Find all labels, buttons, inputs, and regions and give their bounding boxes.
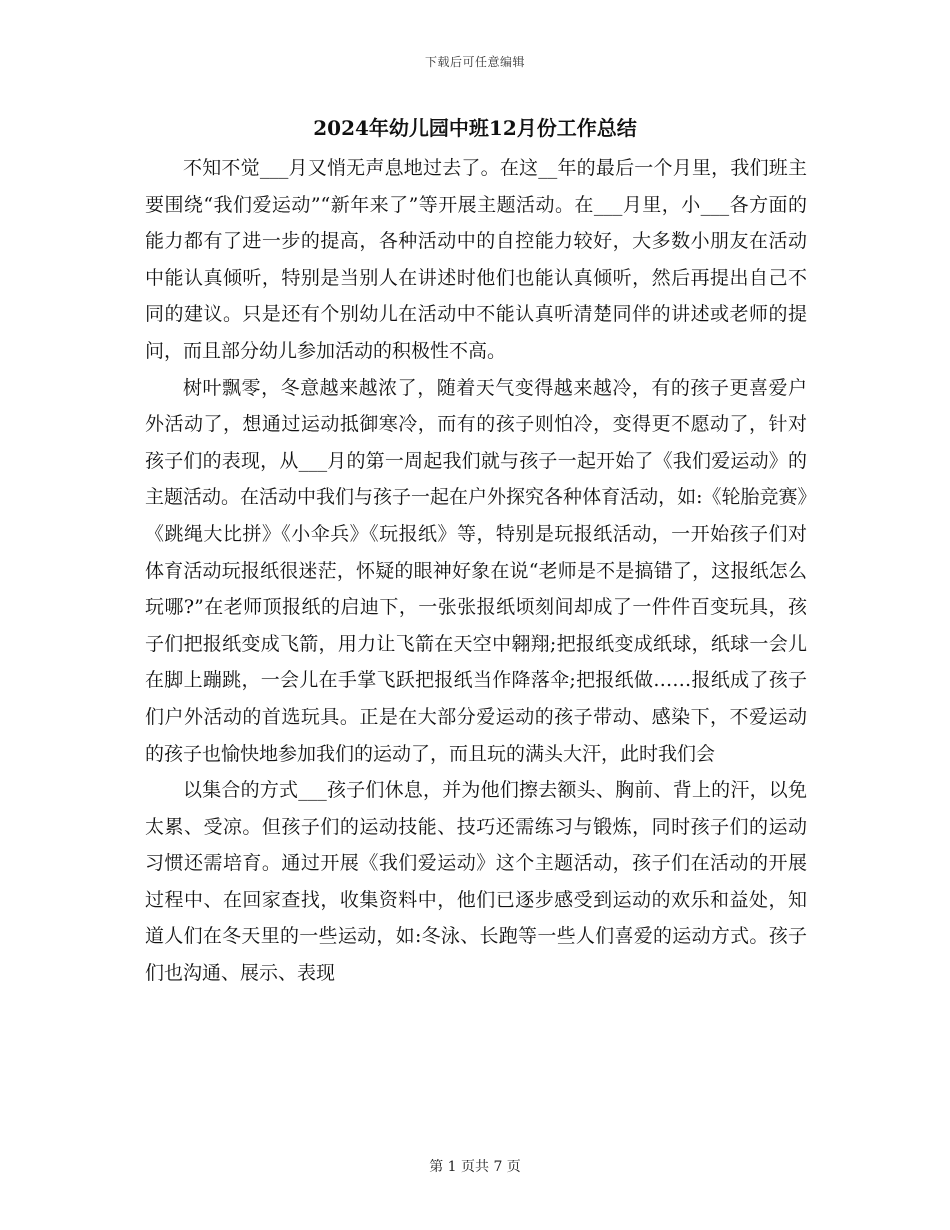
page-number: 第 1 页共 7 页 (429, 1159, 521, 1175)
header-note: 下载后可任意编辑 (424, 55, 525, 69)
document-title: 2024年幼儿园中班12月份工作总结 (313, 116, 637, 140)
paragraph-2: 树叶飘零，冬意越来越浓了，随着天气变得越来越冷，有的孩子更喜爱户外活动了，想通过运动抵御寒冷，而有的孩子则怕冷，变得更不愿动了，针对孩子们的表现，从___月的第一周起我们就与孩子一起开始了《我们爱运动》的主题活动。在活动中我们与孩子一起在户外探究各种体育活动，如:《轮胎竞赛》《跳绳大比拼》《小伞兵》《玩报纸》等，特别是玩报纸活动，一开始孩子们对体育活动玩报纸很迷茫，怀疑的眼神好象在说“老师是不是搞错了，这报纸怎么玩哪?”在老师顶报纸的启迪下，一张张报纸顷刻间却成了一件件百变玩具，孩子们把报纸变成飞箭，用力让飞箭在天空中翱翔;把报纸变成纸球，纸球一会儿在脚上蹦跳，一会儿在手掌飞跃把报纸当作降落伞;把报纸做……报纸成了孩子们户外活动的首选玩具。正是在大部分爱运动的孩子带动、感染下，不爱运动的孩子也愉快地参加我们的运动了，而且玩的满头大汗，此时我们会 (145, 376, 807, 765)
paragraph-3: 以集合的方式___孩子们休息，并为他们擦去额头、胸前、背上的汗，以免太累、受凉。但孩子们的运动技能、技巧还需练习与锻炼，同时孩子们的运动习惯还需培育。通过开展《我们爱运动》这个主题活动，孩子们在活动的开展过程中、在回家查找，收集资料中，他们已逐步感受到运动的欢乐和益处，知道人们在冬天里的一些运动，如:冬泳、长跑等一些人们喜爱的运动方式。孩子们也沟通、展示、表现 (145, 779, 807, 985)
paragraph-1: 不知不觉___月又悄无声息地过去了。在这__年的最后一个月里，我们班主要围绕“我们爱运动”“新年来了”等开展主题活动。在___月里，小___各方面的能力都有了进一步的提高，各种活动中的自控能力较好，大多数小朋友在活动中能认真倾听，特别是当别人在讲述时他们也能认真倾听，然后再提出自己不同的建议。只是还有个别幼儿在活动中不能认真听清楚同伴的讲述或老师的提问，而且部分幼儿参加活动的积极性不高。 (145, 157, 807, 362)
document-body (145, 150, 807, 992)
